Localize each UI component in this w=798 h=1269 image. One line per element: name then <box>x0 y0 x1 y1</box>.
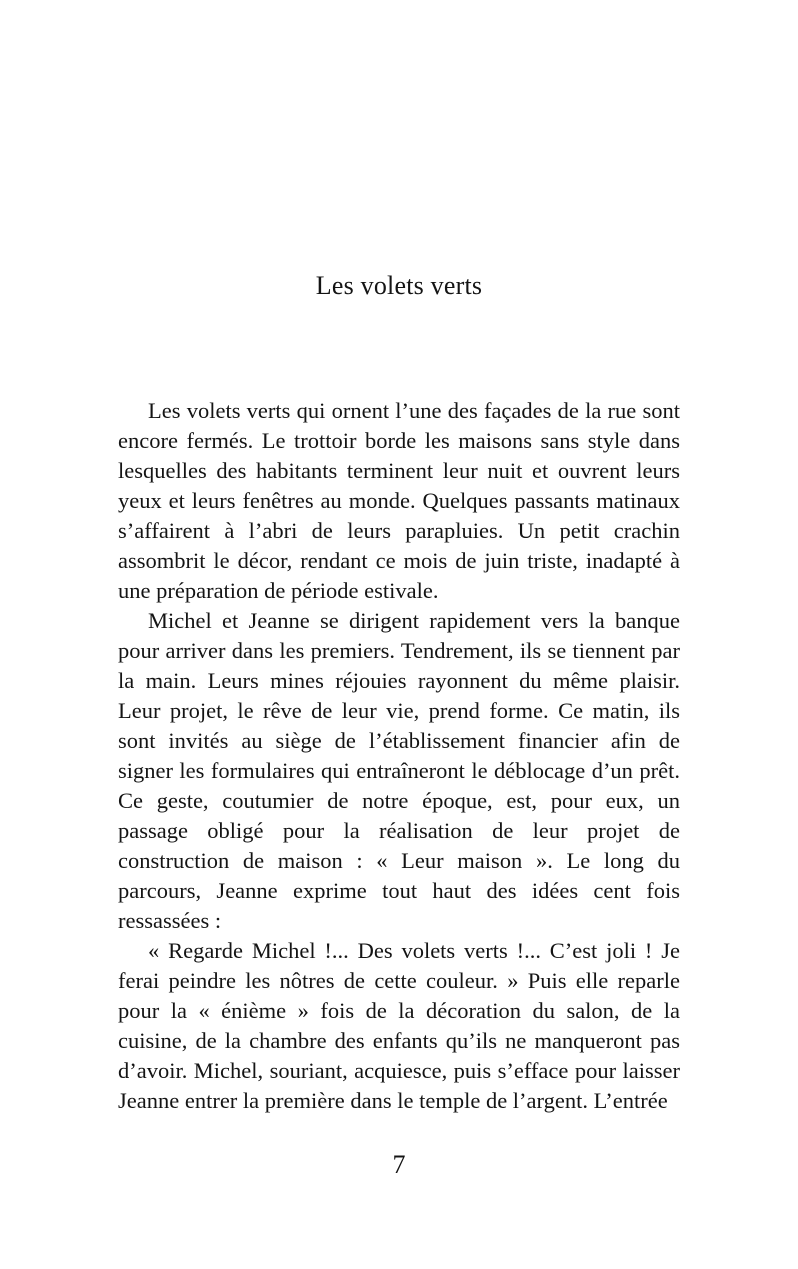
chapter-body <box>118 396 680 1116</box>
chapter-title: Les volets verts <box>315 271 483 300</box>
paragraph: Les volets verts qui ornent l’une des façades de la rue sont encore fermés. Le trottoir borde les maisons sans style dans lesquelles des habitants terminent leur nuit et ouvrent leurs yeux et leurs fenêtres au monde. Quelques passants matinaux s’affairent à l’abri de leurs parapluies. Un petit crachin assombrit le décor, rendant ce mois de juin triste, inadapté à une préparation de période estivale. <box>118 398 680 603</box>
paragraph: « Regarde Michel !... Des volets verts !... C’est joli ! Je ferai peindre les nôtres de cette couleur. » Puis elle reparle pour la « énième » fois de la décoration du salon, de la cuisine, de la chambre des enfants qu’ils ne manqueront pas d’avoir. Michel, souriant, acquiesce, puis s’efface pour laisser Jeanne entrer la première dans le temple de l’argent. L’entrée <box>118 938 680 1113</box>
paragraph: Michel et Jeanne se dirigent rapidement vers la banque pour arriver dans les premiers. Tendrement, ils se tiennent par la main. Leurs mines réjouies rayonnent du même plaisir. Leur projet, le rêve de leur vie, prend forme. Ce matin, ils sont invités au siège de l’établissement financier afin de signer les formulaires qui entraîneront le déblocage d’un prêt. Ce geste, coutumier de notre époque, est, pour eux, un passage obligé pour la réalisation de leur projet de construction de maison : « Leur maison ». Le long du parcours, Jeanne exprime tout haut des idées cent fois ressassées : <box>118 608 680 933</box>
page-number: 7 <box>392 1150 406 1179</box>
